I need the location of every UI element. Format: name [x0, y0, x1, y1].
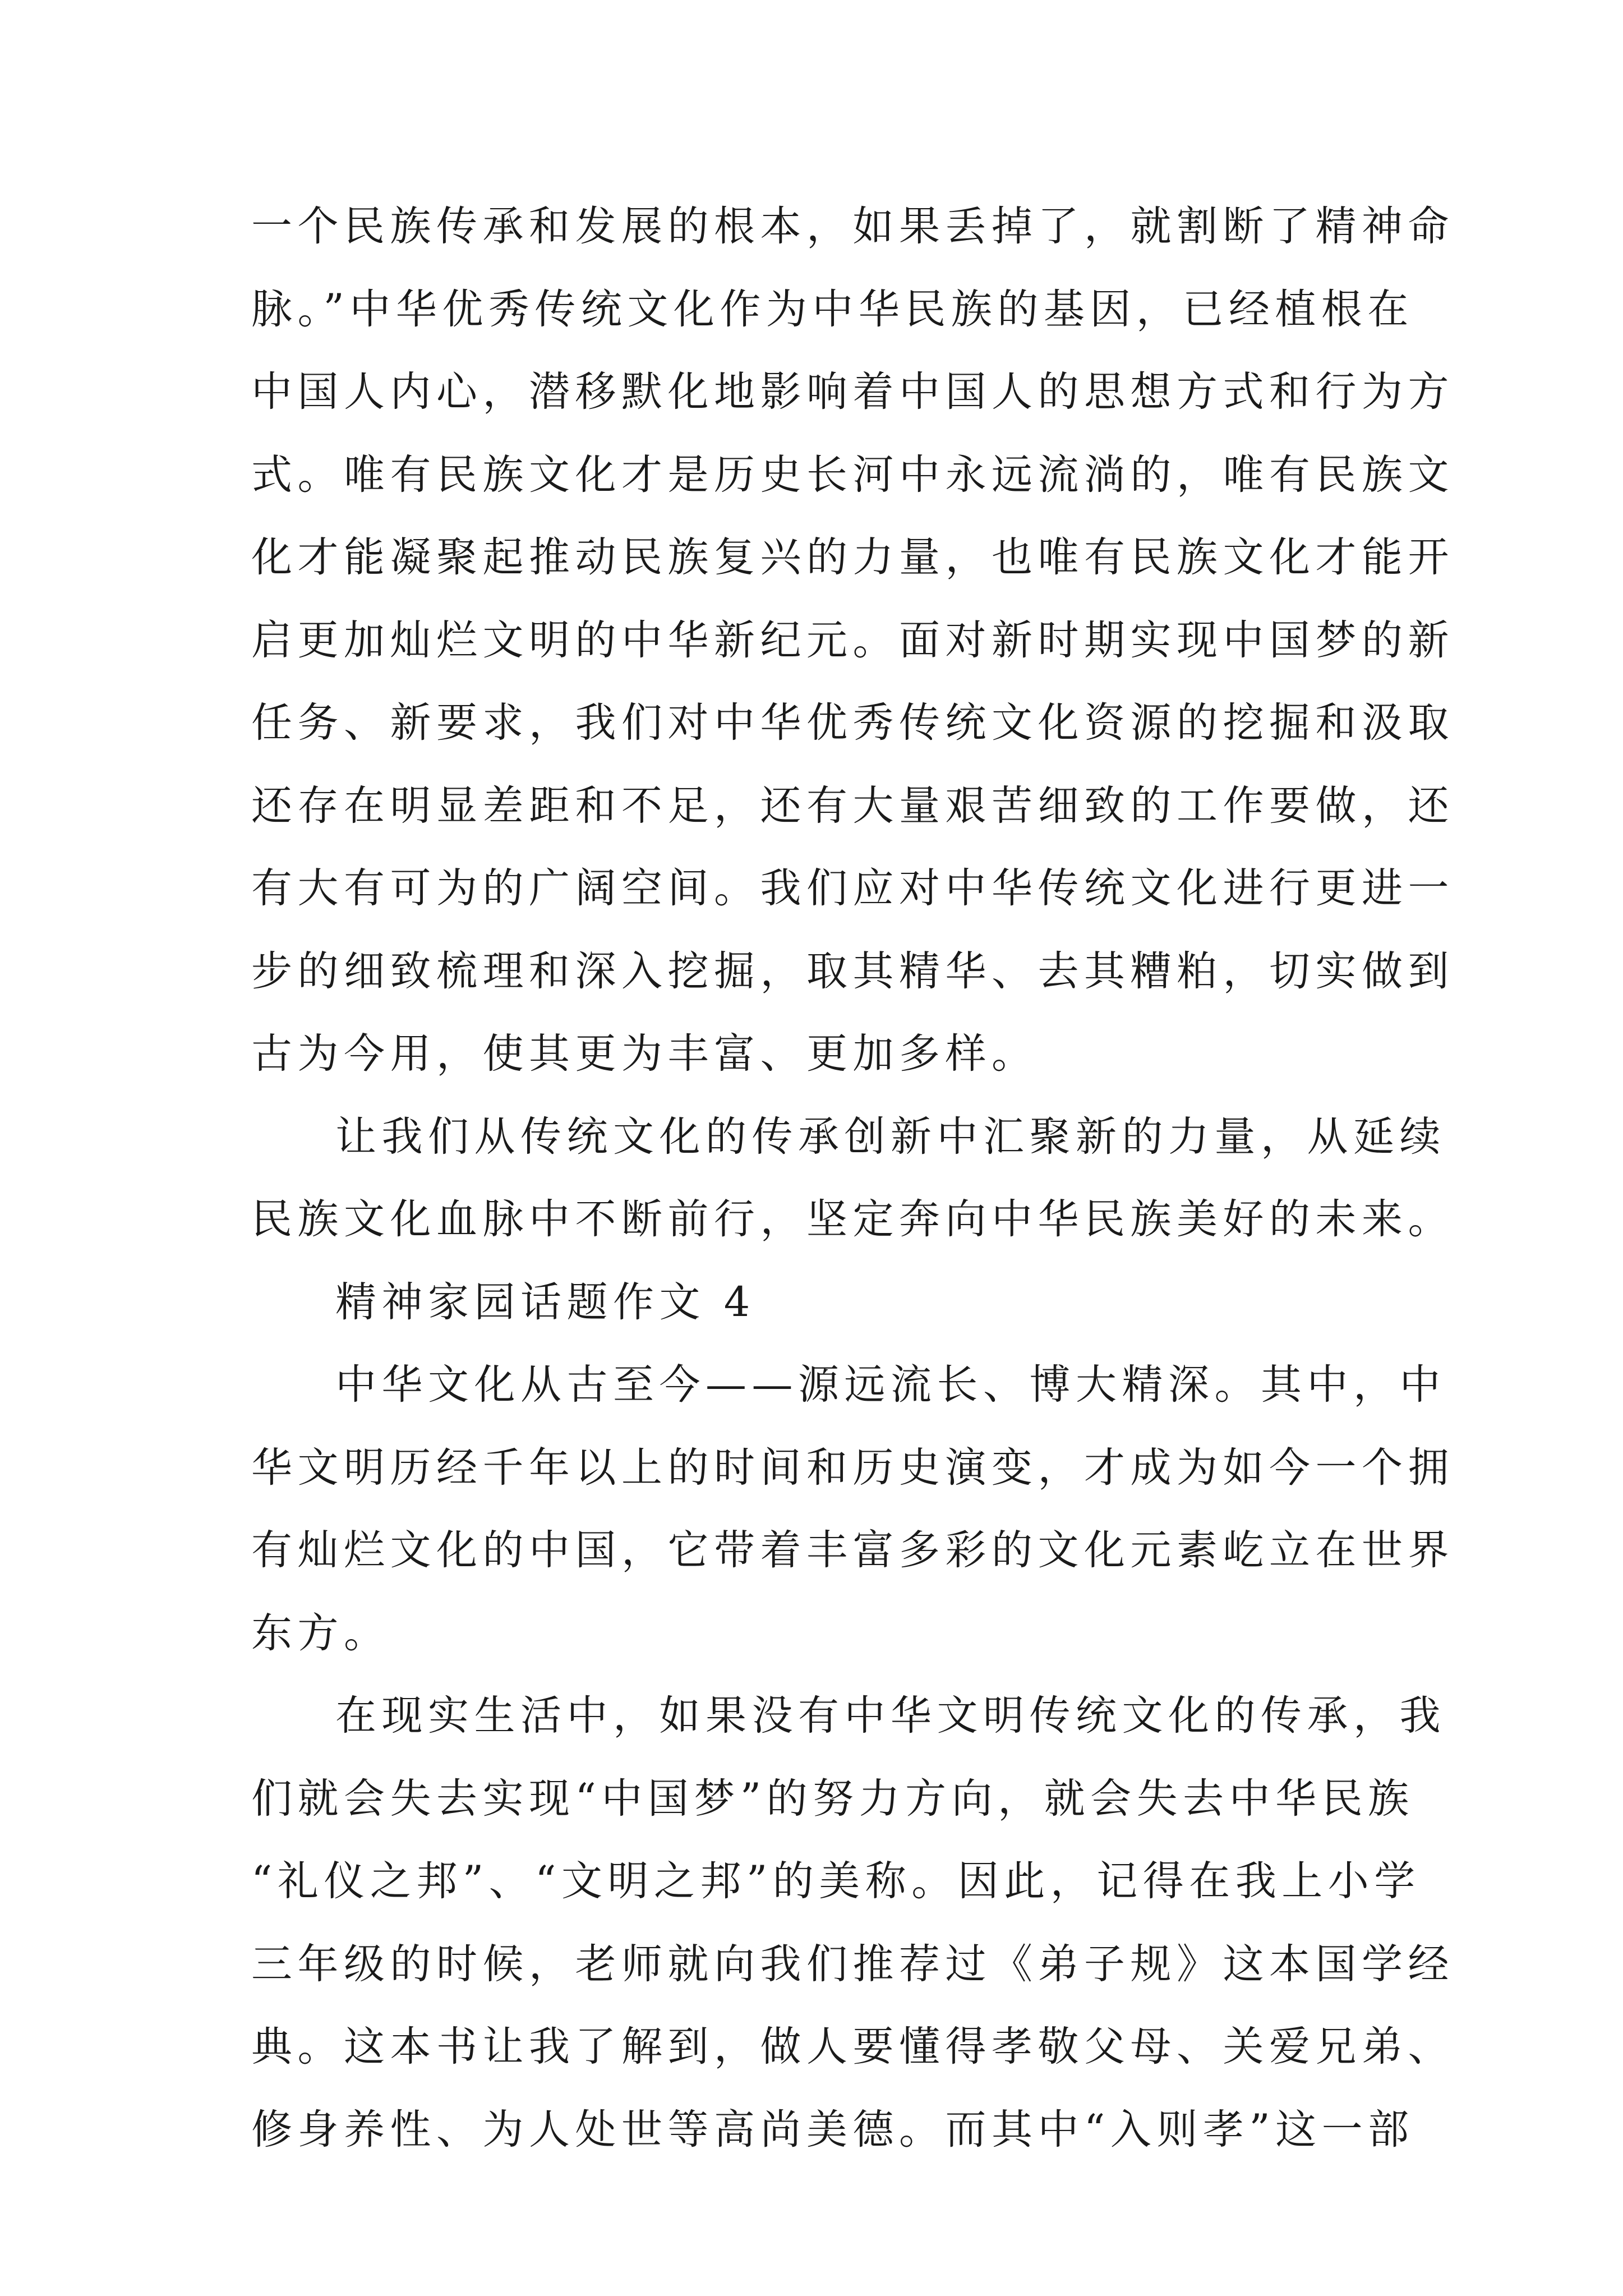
text-line: 步的细致梳理和深入挖掘，取其精华、去其糟粕，切实做到 [251, 947, 1454, 995]
text-line: 有灿烂文化的中国，它带着丰富多彩的文化元素屹立在世界 [251, 1526, 1454, 1574]
text-line: 民族文化血脉中不断前行，坚定奔向中华民族美好的未来。 [251, 1195, 1454, 1243]
text-line: 典。这本书让我了解到，做人要懂得孝敬父母、关爱兄弟、 [251, 2023, 1454, 2070]
text-line: 修身养性、为人处世等高尚美德。而其中“入则孝”这一部 [251, 2105, 1414, 2154]
text-line: 三年级的时候，老师就向我们推荐过《弟子规》这本国学经 [251, 1940, 1454, 1988]
text-line: 式。唯有民族文化才是历史长河中永远流淌的，唯有民族文 [251, 450, 1454, 499]
text-line: 化才能凝聚起推动民族复兴的力量，也唯有民族文化才能开 [251, 533, 1454, 581]
text-line: 让我们从传统文化的传承创新中汇聚新的力量，从延续 [335, 1112, 1446, 1161]
text-line: 中华文化从古至今——源远流长、博大精深。其中，中 [335, 1361, 1446, 1409]
text-line: 东方。 [251, 1609, 390, 1657]
text-line: 们就会失去实现“中国梦”的努力方向，就会失去中华民族 [251, 1774, 1414, 1823]
text-line: 任务、新要求，我们对中华优秀传统文化资源的挖掘和汲取 [251, 699, 1454, 747]
text-line: 有大有可为的广阔空间。我们应对中华传统文化进行更进一 [251, 864, 1454, 912]
text-line: 精神家园话题作文 4 [335, 1278, 755, 1326]
text-line: 还存在明显差距和不足，还有大量艰苦细致的工作要做，还 [251, 781, 1454, 830]
text-line: 启更加灿烂文明的中华新纪元。面对新时期实现中国梦的新 [251, 616, 1454, 664]
text-line: 古为今用，使其更为丰富、更加多样。 [251, 1030, 1038, 1078]
text-line: 一个民族传承和发展的根本，如果丢掉了，就割断了精神命 [251, 203, 1454, 250]
document-body [251, 185, 1454, 2171]
text-line: 脉。”中华优秀传统文化作为中华民族的基因，已经植根在 [251, 285, 1414, 333]
text-line: 华文明历经千年以上的时间和历史演变，才成为如今一个拥 [251, 1443, 1454, 1492]
text-line: 中国人内心，潜移默化地影响着中国人的思想方式和行为方 [251, 368, 1454, 416]
text-line: 在现实生活中，如果没有中华文明传统文化的传承，我 [335, 1692, 1446, 1740]
text-line: “礼仪之邦”、“文明之邦”的美称。因此，记得在我上小学 [251, 1857, 1421, 1905]
